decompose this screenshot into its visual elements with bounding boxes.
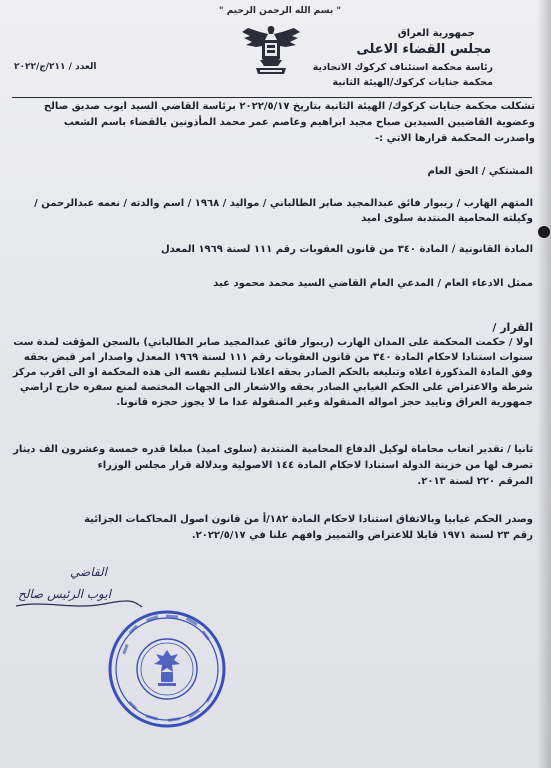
court-stamp: [106, 608, 228, 730]
prosecution: ممثل الادعاء العام / المدعي العام القاضي السيد محمد محمود عبد: [213, 278, 533, 289]
complainant: المشتكي / الحق العام: [427, 166, 533, 177]
intro-line-3: واصدرت المحكمة قرارها الاتي :-: [374, 133, 535, 144]
intro-line-1: تشكلت محكمة جنايات كركوك/ الهيئة الثانية بتاريخ ٢٠٢٢/٥/١٧ برئاسة القاضي السيد ايوب صديق صالح: [43, 101, 535, 112]
first-line-2: سنوات استنادا لاحكام المادة ٣٤٠ من قانون العقوبات رقم ١١١ لسنة ١٩٦٩ المعدل واصدار امر قبض بحقه: [23, 352, 533, 363]
presidency-name: رئاسة محكمة استئناف كركوك الاتحادية: [312, 62, 493, 73]
first-line-1: اولا / حكمت المحكمة على المدان الهارب (ريبوار فائق عبدالمجيد صابر الطالباني) بالسجن المؤقت لمدة ست: [13, 337, 533, 348]
first-line-3: وفق المادة المذكورة اعلاه وتبليغه بالحكم الصادر بحقه اعلانا لتسليم نفسه الى هذه المحكمة او الى اقرب مركز: [13, 367, 533, 378]
first-line-4: شرطة والاعتراض على الحكم الغيابي الصادر بحقه والاشعار الى الجهات المختصة لمنع سفره خارج اراضي: [19, 382, 533, 393]
header-divider: [12, 97, 532, 98]
page-edge-shadow: [537, 0, 551, 768]
court-name: محكمة جنايات كركوك/الهيئة الثانية: [332, 77, 493, 88]
legal-article: المادة القانونية / المادة ٣٤٠ من قانون العقوبات رقم ١١١ لسنة ١٩٦٩ المعدل: [160, 244, 533, 255]
country-name: جمهورية العراق: [397, 28, 475, 39]
eagle-emblem-icon: [238, 22, 304, 80]
document-number: العدد / ٢١١/ج/٢٠٢٢: [14, 62, 97, 72]
basmala: " بسم الله الرحمن الرحيم ": [218, 6, 342, 16]
council-name: مجلس القضاء الاعلى: [356, 42, 491, 57]
judge-title: القاضي: [70, 565, 107, 579]
second-line-2: تصرف لها من خزينة الدولة استنادا لاحكام المادة ١٤٤ الاصولية وبدلالة قرار مجلس الوزراء: [97, 460, 533, 471]
judge-signature: ايوب الرئيس صالح: [18, 587, 111, 601]
closing-line-1: وصدر الحكم غيابيا وبالاتفاق استنادا لاحكام المادة ١٨٢/أ من قانون اصول المحاكمات الجزائية: [84, 514, 533, 525]
accused-line-1: المتهم الهارب / ريبوار فائق عبدالمجيد صابر الطالباني / مواليد / ١٩٦٨ / اسم والدته / نعمه عبدالرحمن /: [34, 198, 533, 209]
decision-title: القرار /: [492, 321, 533, 334]
second-line-1: ثانيا / تقدير اتعاب محاماة لوكيل الدفاع المحامية المنتدبة (سلوى اميد) مبلغا قدره خمسة وعشرون الف دينار: [12, 444, 533, 455]
second-line-3: المرقم ٢٢٠ لسنة ٢٠١٣.: [417, 476, 533, 487]
intro-line-2: وعضوية القاضيين السيدين صباح مجيد ابراهيم وعاصم عمر محمد المأذونين بالقضاء باسم الشعب: [63, 117, 535, 128]
first-line-5: جمهورية العراق وتاييد حجز امواله المنقولة وغير المنقولة عدا ما لا يجوز حجزه قانونا.: [116, 397, 533, 408]
closing-line-2: رقم ٢٣ لسنة ١٩٧١ قابلا للاعتراض والتمييز وافهم علنا في ٢٠٢٢/٥/١٧.: [191, 530, 533, 541]
accused-line-2: وكيلته المحامية المنتدبة سلوى اميد: [361, 213, 533, 224]
